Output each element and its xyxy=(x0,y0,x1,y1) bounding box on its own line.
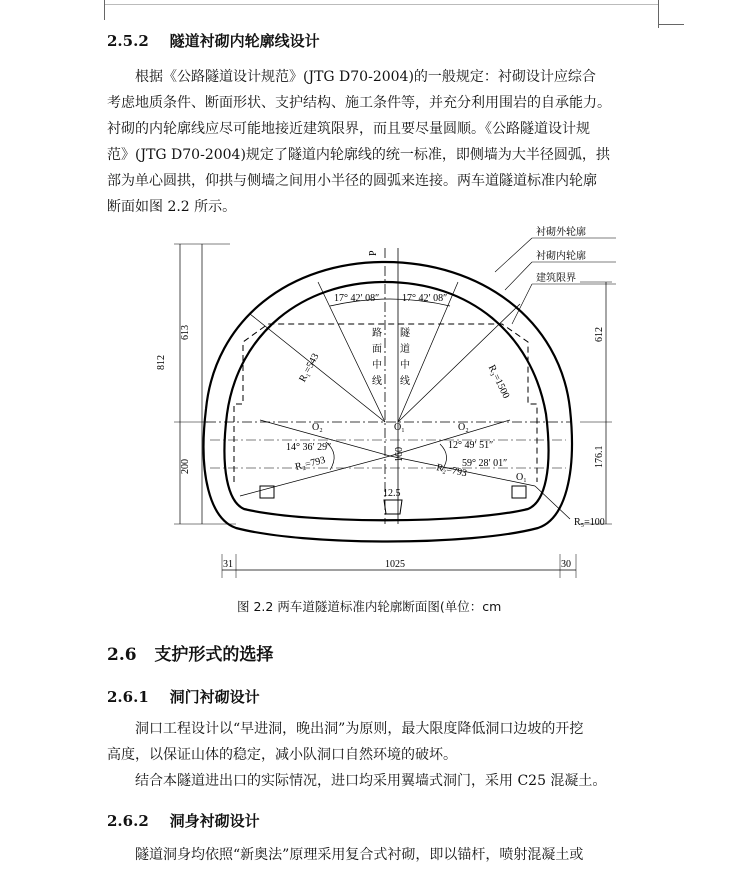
paragraph-line: 根据《公路隧道设计规范》(JTG D70-2004)的一般规定：衬砌设计应综合 xyxy=(135,69,596,85)
center-label: O₂ xyxy=(312,422,323,433)
radius-label: R₂=793 xyxy=(294,454,327,473)
dim-bottom-small: 12.5 xyxy=(383,488,401,499)
paragraph-line: 隧道洞身均依照“新奥法”原理采用复合式衬砌，即以锚杆，喷射混凝土或 xyxy=(135,847,584,863)
vertical-text-left: 中 xyxy=(372,360,382,371)
side-drain-right xyxy=(512,486,526,498)
section-number: 2.6 xyxy=(107,645,137,665)
paragraph-portal-design xyxy=(107,716,660,794)
paragraph-line: 范》(JTG D70-2004)规定了隧道内轮廓线的统一标准，即侧墙为大半径圆弧，拱 xyxy=(107,147,610,163)
center-label: O₂ xyxy=(458,422,469,433)
dim-lower-right: 176.1 xyxy=(594,445,605,468)
angle-label: 14° 36′ 29″ xyxy=(286,442,332,453)
tunnel-profile-figure xyxy=(140,224,620,594)
page-corner-mark-right-bar xyxy=(658,24,684,25)
radius-line xyxy=(250,314,385,422)
angle-label: 17° 42′ 08″ xyxy=(334,293,380,304)
legend-outer: 衬砌外轮廓 xyxy=(536,227,586,238)
dim-right-gap: 30 xyxy=(561,559,571,570)
paragraph-line: 考虑地质条件、断面形状、支护结构、施工条件等，并充分利用围岩的自承能力。 xyxy=(107,95,611,111)
section-title: 隧道衬砌内轮廓线设计 xyxy=(169,32,320,50)
dim-upper-left: 613 xyxy=(180,325,191,340)
center-label: O₁ xyxy=(394,422,405,433)
inner-lining-contour xyxy=(224,282,548,520)
dim-total-height: 812 xyxy=(156,355,167,370)
section-number: 2.6.1 xyxy=(107,688,149,706)
section-heading-2-5-2 xyxy=(107,30,320,51)
section-title: 支护形式的选择 xyxy=(154,645,274,665)
angle-label: 59° 28′ 01″ xyxy=(462,458,508,469)
section-heading-2-6-1 xyxy=(107,686,260,707)
radius-label: R₂=793 xyxy=(435,462,468,480)
radius-label: R₁=543 xyxy=(297,351,322,385)
vertical-text-right: 线 xyxy=(400,376,410,387)
radius-label: R₅=100 xyxy=(574,517,605,528)
legend-clearance: 建筑限界 xyxy=(536,273,576,284)
figure-caption: 图 2.2 两车道隧道标准内轮廓断面图(单位：cm xyxy=(237,599,502,614)
section-title: 洞身衬砌设计 xyxy=(169,812,260,830)
vertical-text-left: 面 xyxy=(372,344,382,355)
paragraph-line: 结合本隧道进出口的实际情况，进口均采用翼墙式洞门，采用 C25 混凝土。 xyxy=(135,773,607,789)
legend-inner: 衬砌内轮廓 xyxy=(536,251,586,262)
vertical-text-right: 中 xyxy=(400,360,410,371)
section-number: 2.5.2 xyxy=(107,32,149,50)
center-drain xyxy=(384,500,402,514)
top-marker: P xyxy=(368,250,379,256)
angle-label: 12° 49′ 51″ xyxy=(448,440,494,451)
page-top-border xyxy=(104,4,658,5)
paragraph-lining-design xyxy=(107,64,660,220)
section-title: 洞门衬砌设计 xyxy=(169,688,260,706)
dim-center-mid: 160 xyxy=(394,447,405,462)
paragraph-line: 断面如图 2.2 所示。 xyxy=(107,199,237,215)
section-heading-2-6-2 xyxy=(107,810,260,831)
center-label: O₁ xyxy=(516,472,527,483)
radius-label: R₃=1500 xyxy=(485,363,512,401)
vertical-text-left: 线 xyxy=(372,376,382,387)
angle-label: 17° 42′ 08″ xyxy=(402,293,448,304)
radius-line xyxy=(398,304,520,422)
paragraph-body-lining xyxy=(107,842,660,868)
section-heading-2-6 xyxy=(107,640,273,665)
dim-width: 1025 xyxy=(385,559,405,570)
vertical-text-right: 道 xyxy=(400,344,410,355)
page-corner-mark-left xyxy=(104,0,105,20)
vertical-text-right: 隧 xyxy=(400,328,410,339)
dim-upper-right: 612 xyxy=(594,327,605,342)
dim-left-gap: 31 xyxy=(223,559,233,570)
vertical-text-left: 路 xyxy=(372,328,382,339)
paragraph-line: 部为单心圆拱，仰拱与侧墙之间用小半径的圆弧来连接。两车道隧道标准内轮廓 xyxy=(107,173,597,189)
paragraph-line: 高度，以保证山体的稳定，减小队洞口自然环境的破坏。 xyxy=(107,747,457,763)
paragraph-line: 洞口工程设计以“早进洞，晚出洞”为原则，最大限度降低洞口边坡的开挖 xyxy=(135,721,584,737)
dim-lower-left: 200 xyxy=(180,459,191,474)
section-number: 2.6.2 xyxy=(107,812,149,830)
radius-line xyxy=(535,486,570,519)
paragraph-line: 衬砌的内轮廓线应尽可能地接近建筑限界，而且要尽量圆顺。《公路隧道设计规 xyxy=(107,121,590,137)
